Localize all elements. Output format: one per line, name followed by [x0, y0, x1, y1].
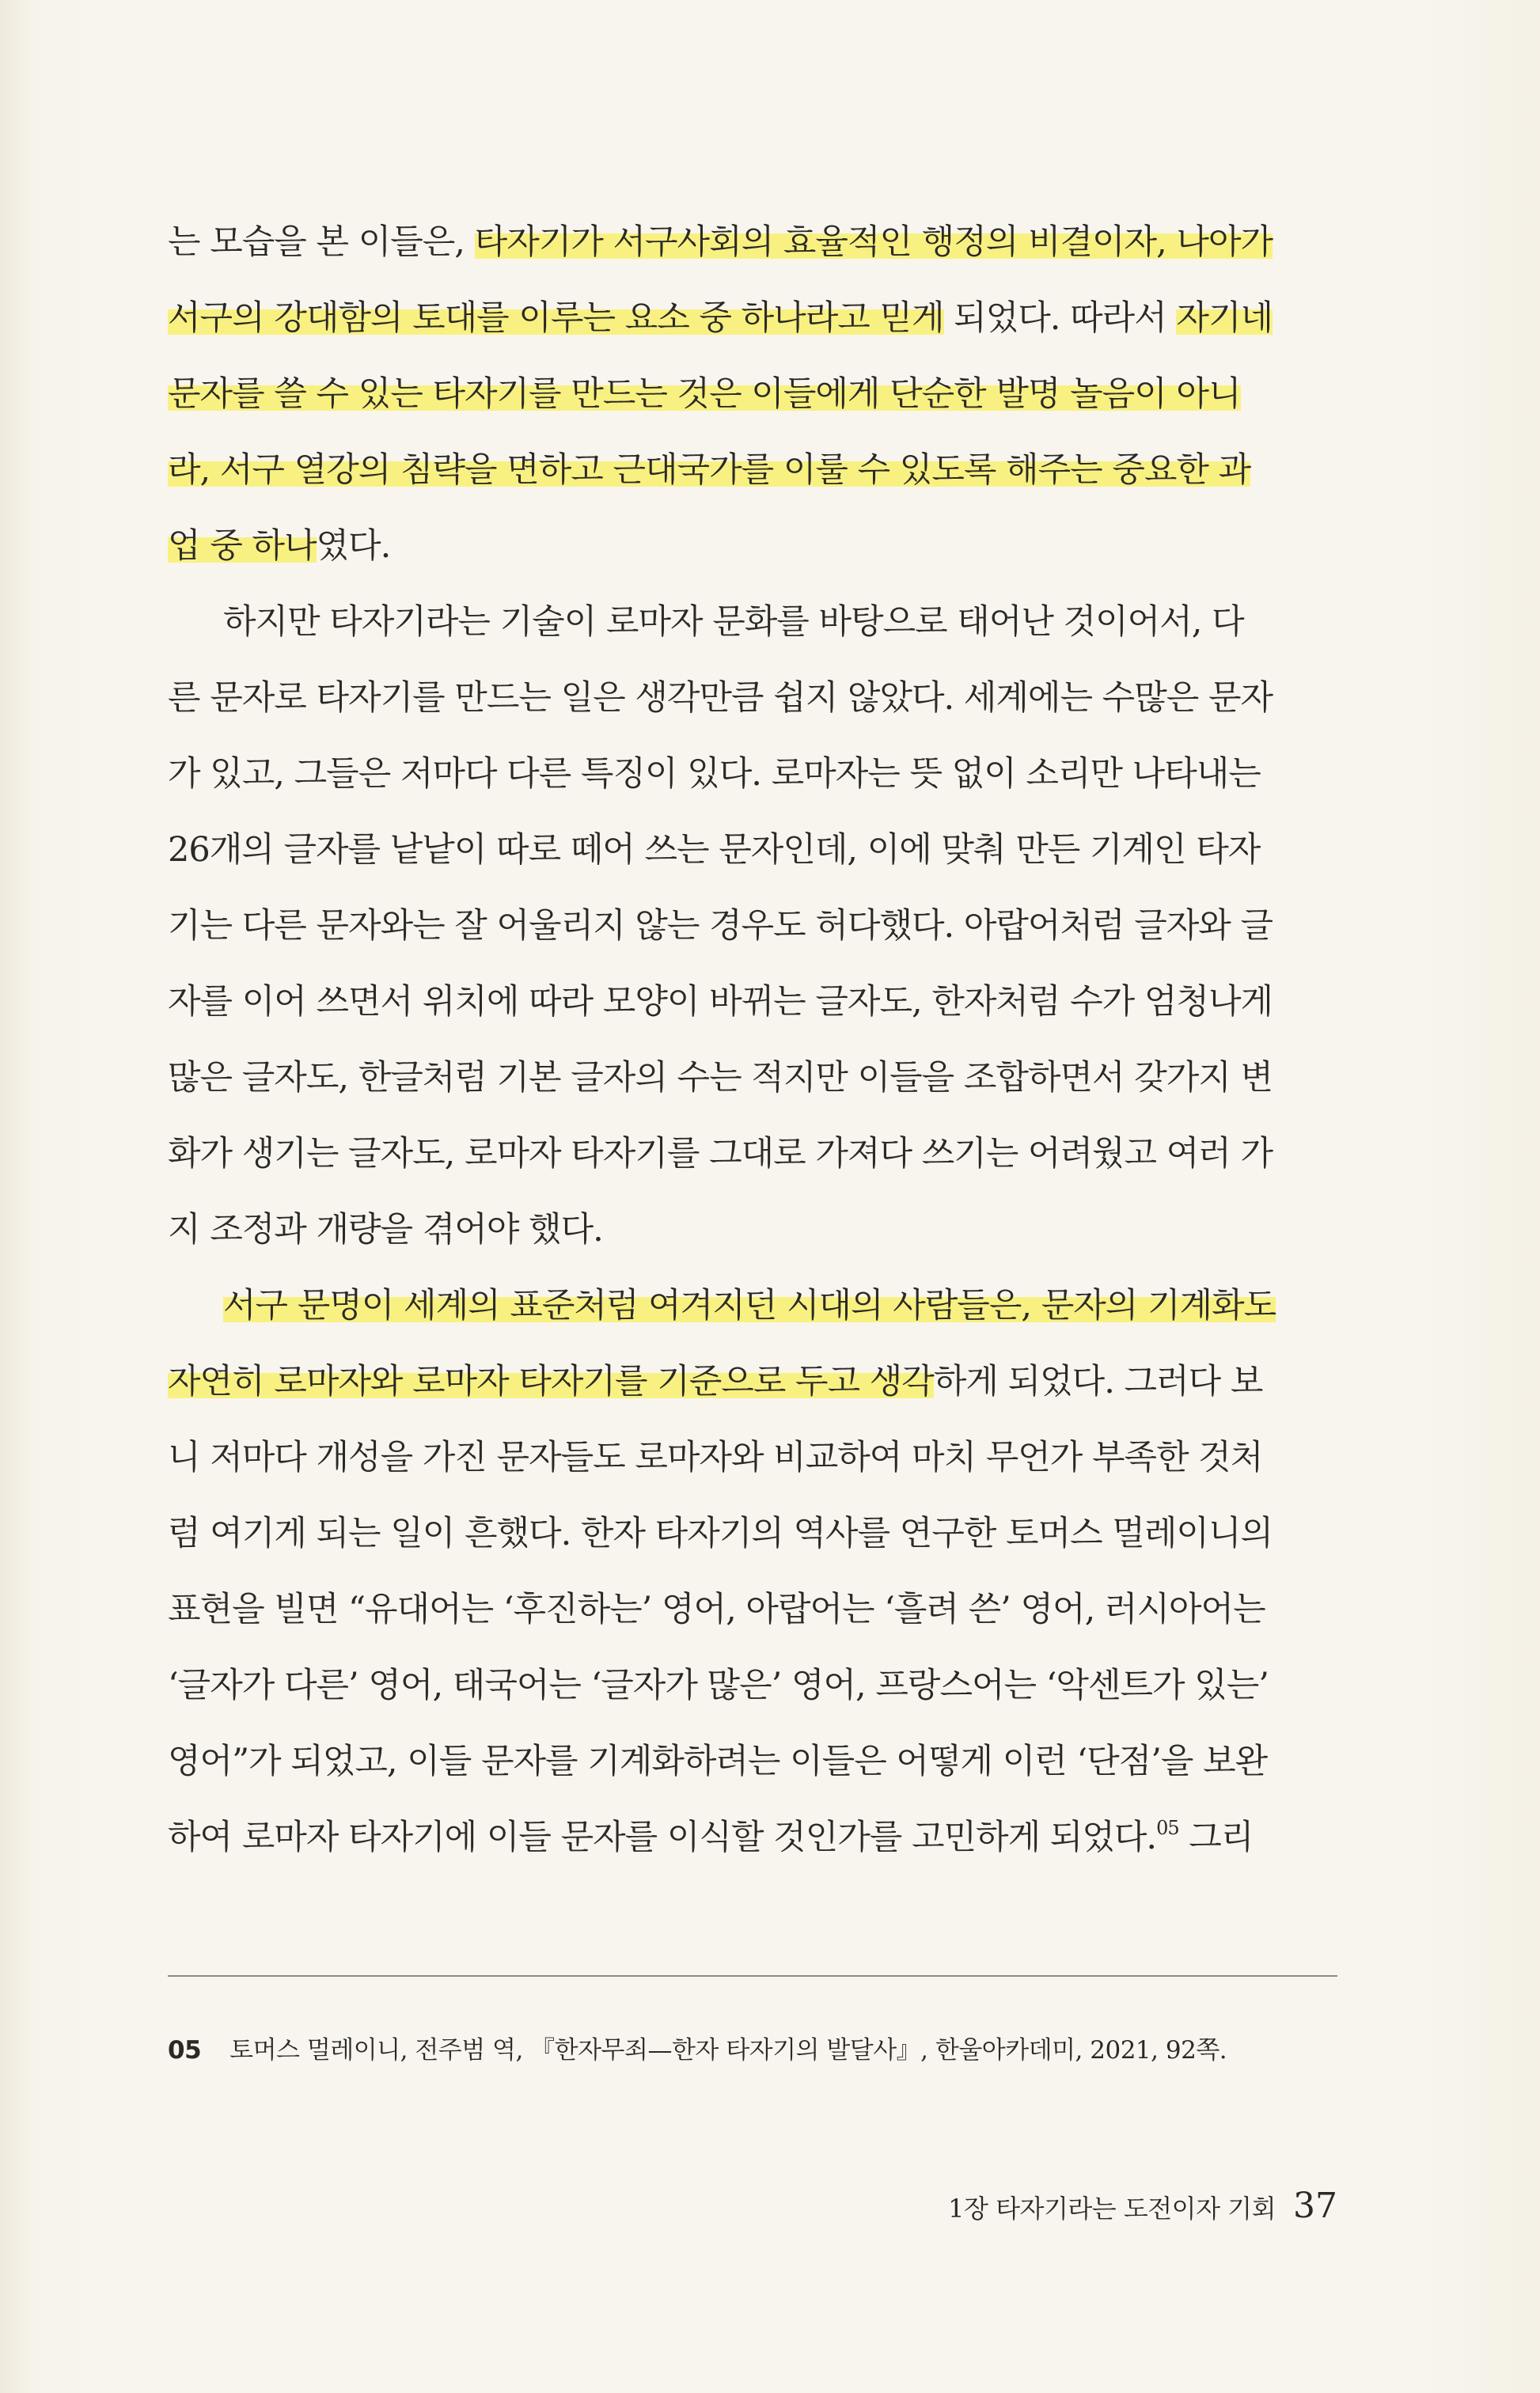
- text-line: [168, 432, 1337, 508]
- page-number: 37: [1293, 2186, 1337, 2226]
- highlighted-text: 라, 서구 열강의 침략을 면하고 근대국가를 이룰 수 있도록 해주는 중요한 과: [168, 450, 1251, 490]
- text-segment: 럼 여기게 되는 일이 흔했다. 한자 타자기의 역사를 연구한 토머스 멀레이니의: [168, 1514, 1273, 1553]
- text-segment: 되었다. 따라서: [943, 298, 1177, 338]
- text-line: [168, 888, 1337, 964]
- text-line: [168, 1724, 1337, 1799]
- text-segment: 그리: [1178, 1818, 1254, 1857]
- highlighted-text: 서구 문명이 세계의 표준처럼 여겨지던 시대의 사람들은, 문자의 기계화도: [223, 1286, 1276, 1325]
- text-line: [168, 508, 1337, 584]
- text-line: [168, 1648, 1337, 1724]
- highlighted-text: 문자를 쓸 수 있는 타자기를 만드는 것은 이들에게 단순한 발명 놀음이 아니: [168, 374, 1241, 414]
- text-line: [168, 1799, 1337, 1875]
- running-footer: [948, 2183, 1337, 2230]
- highlighted-text: 타자기가 서구사회의 효율적인 행정의 비결이자, 나아가: [474, 222, 1273, 262]
- text-segment: 26개의 글자를 낱낱이 따로 떼어 쓰는 문자인데, 이에 맞춰 만든 기계인 타자: [168, 830, 1261, 870]
- text-line: [168, 1116, 1337, 1192]
- highlighted-text: 서구의 강대함의 토대를 이루는 요소 중 하나라고 믿게: [168, 298, 944, 338]
- text-segment: 는 모습을 본 이들은,: [168, 222, 475, 262]
- text-segment: 기는 다른 문자와는 잘 어울리지 않는 경우도 허다했다. 아랍어처럼 글자와 글: [168, 906, 1273, 946]
- text-segment: 하여 로마자 타자기에 이들 문자를 이식할 것인가를 고민하게 되었다.: [168, 1818, 1157, 1857]
- highlighted-text: 자기네: [1176, 298, 1273, 338]
- text-line: [168, 1344, 1337, 1420]
- text-segment: 표현을 빌면 “유대어는 ‘후진하는’ 영어, 아랍어는 ‘흘려 쓴’ 영어, 러시아어는: [168, 1590, 1265, 1629]
- highlighted-text: 자연히 로마자와 로마자 타자기를 기준으로 두고 생각: [168, 1362, 934, 1401]
- text-segment: 하게 되었다. 그러다 보: [933, 1362, 1263, 1401]
- text-line: [168, 736, 1337, 812]
- text-line: [168, 1420, 1337, 1496]
- text-line: [168, 1496, 1337, 1572]
- text-line: [168, 812, 1337, 888]
- text-line: [168, 660, 1337, 736]
- footnote-text: 토머스 멀레이니, 전주범 역, 『한자무죄—한자 타자기의 발달사』, 한울아카데미, 2021, 92쪽.: [229, 2036, 1227, 2065]
- text-segment: 가 있고, 그들은 저마다 다른 특징이 있다. 로마자는 뜻 없이 소리만 나타내는: [168, 754, 1261, 794]
- text-line: [168, 204, 1337, 280]
- text-segment: 지 조정과 개량을 겪어야 했다.: [168, 1210, 603, 1250]
- text-segment: 화가 생기는 글자도, 로마자 타자기를 그대로 가져다 쓰기는 어려웠고 여러 가: [168, 1134, 1273, 1174]
- highlighted-text: 업 중 하나: [168, 526, 317, 566]
- footnote-divider: [168, 1975, 1337, 1977]
- text-line: [168, 1268, 1337, 1344]
- text-segment: 였다.: [316, 526, 391, 566]
- text-segment: 자를 이어 쓰면서 위치에 따라 모양이 바뀌는 글자도, 한자처럼 수가 엄청나게: [168, 982, 1273, 1022]
- text-line: [168, 356, 1337, 432]
- text-segment: ‘글자가 다른’ 영어, 태국어는 ‘글자가 많은’ 영어, 프랑스어는 ‘악센트가 있는’: [168, 1666, 1269, 1705]
- text-segment: 른 문자로 타자기를 만드는 일은 생각만큼 쉽지 않았다. 세계에는 수많은 문자: [168, 678, 1273, 718]
- text-segment: 많은 글자도, 한글처럼 기본 글자의 수는 적지만 이들을 조합하면서 갖가지 변: [168, 1058, 1273, 1098]
- text-segment: 니 저마다 개성을 가진 문자들도 로마자와 비교하여 마치 무언가 부족한 것처: [168, 1438, 1263, 1477]
- footnote: [168, 2032, 1337, 2069]
- footnote-number: 05: [168, 2036, 202, 2065]
- text-line: [168, 1040, 1337, 1116]
- chapter-title: 1장 타자기라는 도전이자 기회: [948, 2194, 1276, 2224]
- text-line: [168, 280, 1337, 356]
- text-segment: 하지만 타자기라는 기술이 로마자 문화를 바탕으로 태어난 것이어서, 다: [223, 602, 1244, 642]
- footnote-reference: 05: [1156, 1817, 1179, 1839]
- text-line: [168, 1192, 1337, 1268]
- text-segment: 영어”가 되었고, 이들 문자를 기계화하려는 이들은 어떻게 이런 ‘단점’을 보완: [168, 1742, 1268, 1781]
- text-line: [168, 964, 1337, 1040]
- text-line: [168, 584, 1337, 660]
- text-line: [168, 1572, 1337, 1648]
